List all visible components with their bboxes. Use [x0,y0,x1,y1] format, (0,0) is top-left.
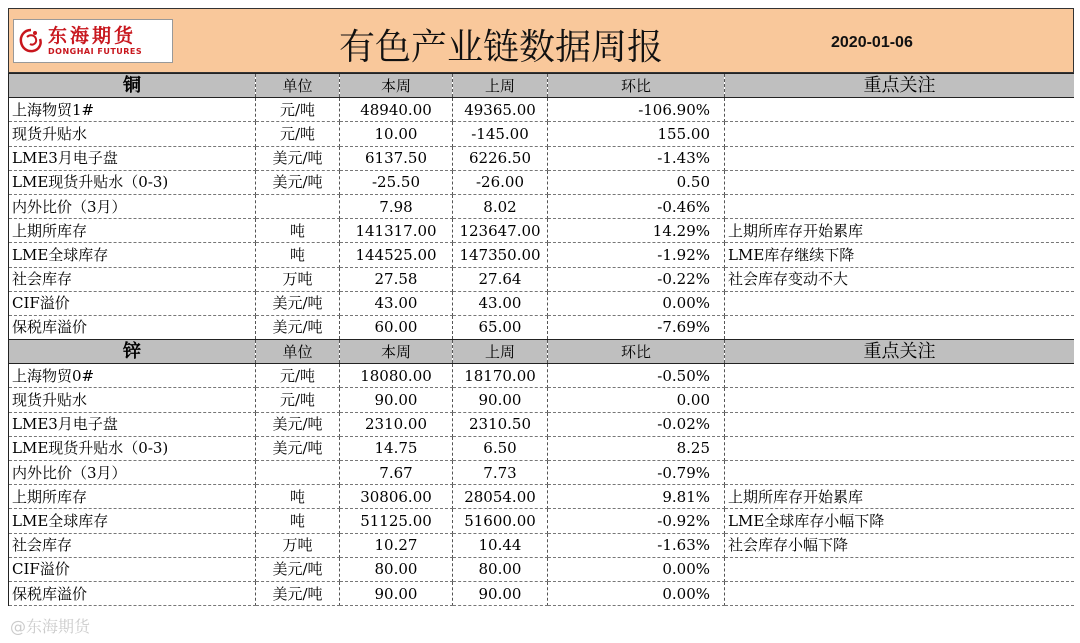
table-row [9,243,1075,267]
unit-cell: 美元/吨 [256,557,340,581]
unit-cell: 美元/吨 [256,412,340,436]
last-week-value: 7.73 [453,461,548,485]
table-row [9,146,1075,170]
focus-note [725,146,1075,170]
metal-name: 铜 [9,74,256,98]
this-week-value: 2310.00 [340,412,453,436]
last-week-value: 51600.00 [453,509,548,533]
section-header-row [9,74,1075,98]
column-header-this-week: 本周 [340,74,453,98]
focus-note: 上期所库存开始累库 [725,485,1075,509]
this-week-value: 48940.00 [340,98,453,122]
unit-cell: 元/吨 [256,98,340,122]
unit-cell: 吨 [256,219,340,243]
focus-note: 社会库存小幅下降 [725,533,1075,557]
focus-note [725,436,1075,460]
change-value: -7.69% [548,315,725,339]
last-week-value: 90.00 [453,388,548,412]
change-value: -106.90% [548,98,725,122]
column-header-focus: 重点关注 [725,74,1075,98]
change-value: -1.63% [548,533,725,557]
focus-note [725,388,1075,412]
last-week-value: 27.64 [453,267,548,291]
logo-chinese-name: 东海期货 [48,24,137,47]
metric-name: 社会库存 [9,533,256,557]
metric-name: LME现货升贴水（0-3) [9,436,256,460]
column-header-focus: 重点关注 [725,340,1075,364]
metric-name: LME全球库存 [9,243,256,267]
unit-cell: 元/吨 [256,388,340,412]
this-week-value: 14.75 [340,436,453,460]
table-row [9,291,1075,315]
table-row [9,557,1075,581]
this-week-value: 6137.50 [340,146,453,170]
last-week-value: 18170.00 [453,364,548,388]
metric-name: CIF溢价 [9,557,256,581]
this-week-value: 60.00 [340,315,453,339]
table-row [9,581,1075,605]
this-week-value: 43.00 [340,291,453,315]
metric-name: LME3月电子盘 [9,146,256,170]
this-week-value: 10.00 [340,122,453,146]
column-header-last-week: 上周 [453,340,548,364]
this-week-value: 18080.00 [340,364,453,388]
unit-cell: 美元/吨 [256,170,340,194]
last-week-value: -26.00 [453,170,548,194]
table-row [9,533,1075,557]
focus-note [725,194,1075,218]
metric-name: 保税库溢价 [9,315,256,339]
change-value: -0.46% [548,194,725,218]
section-header-row [9,340,1075,364]
this-week-value: 80.00 [340,557,453,581]
last-week-value: 2310.50 [453,412,548,436]
change-value: 0.00% [548,557,725,581]
this-week-value: 51125.00 [340,509,453,533]
table-row [9,509,1075,533]
metric-name: LME全球库存 [9,509,256,533]
column-header-this-week: 本周 [340,340,453,364]
unit-cell: 吨 [256,243,340,267]
focus-note [725,98,1075,122]
this-week-value: 27.58 [340,267,453,291]
this-week-value: 144525.00 [340,243,453,267]
report-date: 2020-01-06 [831,34,913,51]
metric-name: 现货升贴水 [9,122,256,146]
table-row [9,461,1075,485]
unit-cell: 万吨 [256,267,340,291]
focus-note [725,291,1075,315]
change-value: -0.22% [548,267,725,291]
metric-name: LME现货升贴水（0-3) [9,170,256,194]
unit-cell: 元/吨 [256,364,340,388]
table-row [9,170,1075,194]
last-week-value: 8.02 [453,194,548,218]
this-week-value: 30806.00 [340,485,453,509]
metric-name: 上海物贸1# [9,98,256,122]
unit-cell: 吨 [256,509,340,533]
unit-cell: 美元/吨 [256,315,340,339]
change-value: 0.00% [548,291,725,315]
change-value: 14.29% [548,219,725,243]
unit-cell: 吨 [256,485,340,509]
focus-note [725,581,1075,605]
this-week-value: 7.98 [340,194,453,218]
this-week-value: 141317.00 [340,219,453,243]
metric-name: 保税库溢价 [9,581,256,605]
column-header-change: 环比 [548,74,725,98]
last-week-value: 123647.00 [453,219,548,243]
last-week-value: -145.00 [453,122,548,146]
unit-cell: 美元/吨 [256,581,340,605]
focus-note: LME全球库存小幅下降 [725,509,1075,533]
data-table [8,73,1074,606]
report-sheet [8,8,1074,643]
metric-name: 社会库存 [9,267,256,291]
unit-cell: 美元/吨 [256,436,340,460]
metric-name: CIF溢价 [9,291,256,315]
dragon-logo-icon [18,28,44,54]
metric-name: LME3月电子盘 [9,412,256,436]
column-header-unit: 单位 [256,74,340,98]
last-week-value: 43.00 [453,291,548,315]
change-value: -0.50% [548,364,725,388]
table-row [9,388,1075,412]
change-value: 9.81% [548,485,725,509]
table-row [9,122,1075,146]
last-week-value: 147350.00 [453,243,548,267]
metric-name: 内外比价（3月） [9,461,256,485]
metric-name: 内外比价（3月） [9,194,256,218]
focus-note: LME库存继续下降 [725,243,1075,267]
column-header-change: 环比 [548,340,725,364]
table-row [9,194,1075,218]
table-row [9,436,1075,460]
this-week-value: -25.50 [340,170,453,194]
focus-note [725,315,1075,339]
last-week-value: 65.00 [453,315,548,339]
metric-name: 现货升贴水 [9,388,256,412]
metal-name: 锌 [9,340,256,364]
change-value: -1.92% [548,243,725,267]
focus-note [725,364,1075,388]
change-value: 8.25 [548,436,725,460]
column-header-last-week: 上周 [453,74,548,98]
this-week-value: 90.00 [340,581,453,605]
unit-cell: 美元/吨 [256,291,340,315]
last-week-value: 28054.00 [453,485,548,509]
focus-note: 社会库存变动不大 [725,267,1075,291]
unit-cell [256,194,340,218]
this-week-value: 90.00 [340,388,453,412]
last-week-value: 80.00 [453,557,548,581]
last-week-value: 6226.50 [453,146,548,170]
change-value: -1.43% [548,146,725,170]
last-week-value: 49365.00 [453,98,548,122]
unit-cell [256,461,340,485]
change-value: 0.00 [548,388,725,412]
change-value: -0.92% [548,509,725,533]
this-week-value: 7.67 [340,461,453,485]
unit-cell: 元/吨 [256,122,340,146]
table-row [9,219,1075,243]
change-value: 0.50 [548,170,725,194]
table-row [9,267,1075,291]
watermark: @东海期货 [10,617,91,636]
company-logo [13,19,173,63]
table-row [9,98,1075,122]
table-row [9,364,1075,388]
table-row [9,412,1075,436]
focus-note [725,412,1075,436]
logo-english-name: DONGHAI FUTURES [48,46,143,56]
change-value: -0.02% [548,412,725,436]
metric-name: 上海物贸0# [9,364,256,388]
change-value: -0.79% [548,461,725,485]
focus-note [725,170,1075,194]
metric-name: 上期所库存 [9,219,256,243]
focus-note [725,557,1075,581]
report-header [8,8,1074,73]
this-week-value: 10.27 [340,533,453,557]
last-week-value: 90.00 [453,581,548,605]
column-header-unit: 单位 [256,340,340,364]
unit-cell: 万吨 [256,533,340,557]
table-row [9,485,1075,509]
table-row [9,315,1075,339]
focus-note: 上期所库存开始累库 [725,219,1075,243]
metric-name: 上期所库存 [9,485,256,509]
focus-note [725,122,1075,146]
focus-note [725,461,1075,485]
report-title: 有色产业链数据周报 [339,27,664,68]
unit-cell: 美元/吨 [256,146,340,170]
last-week-value: 10.44 [453,533,548,557]
change-value: 155.00 [548,122,725,146]
last-week-value: 6.50 [453,436,548,460]
change-value: 0.00% [548,581,725,605]
